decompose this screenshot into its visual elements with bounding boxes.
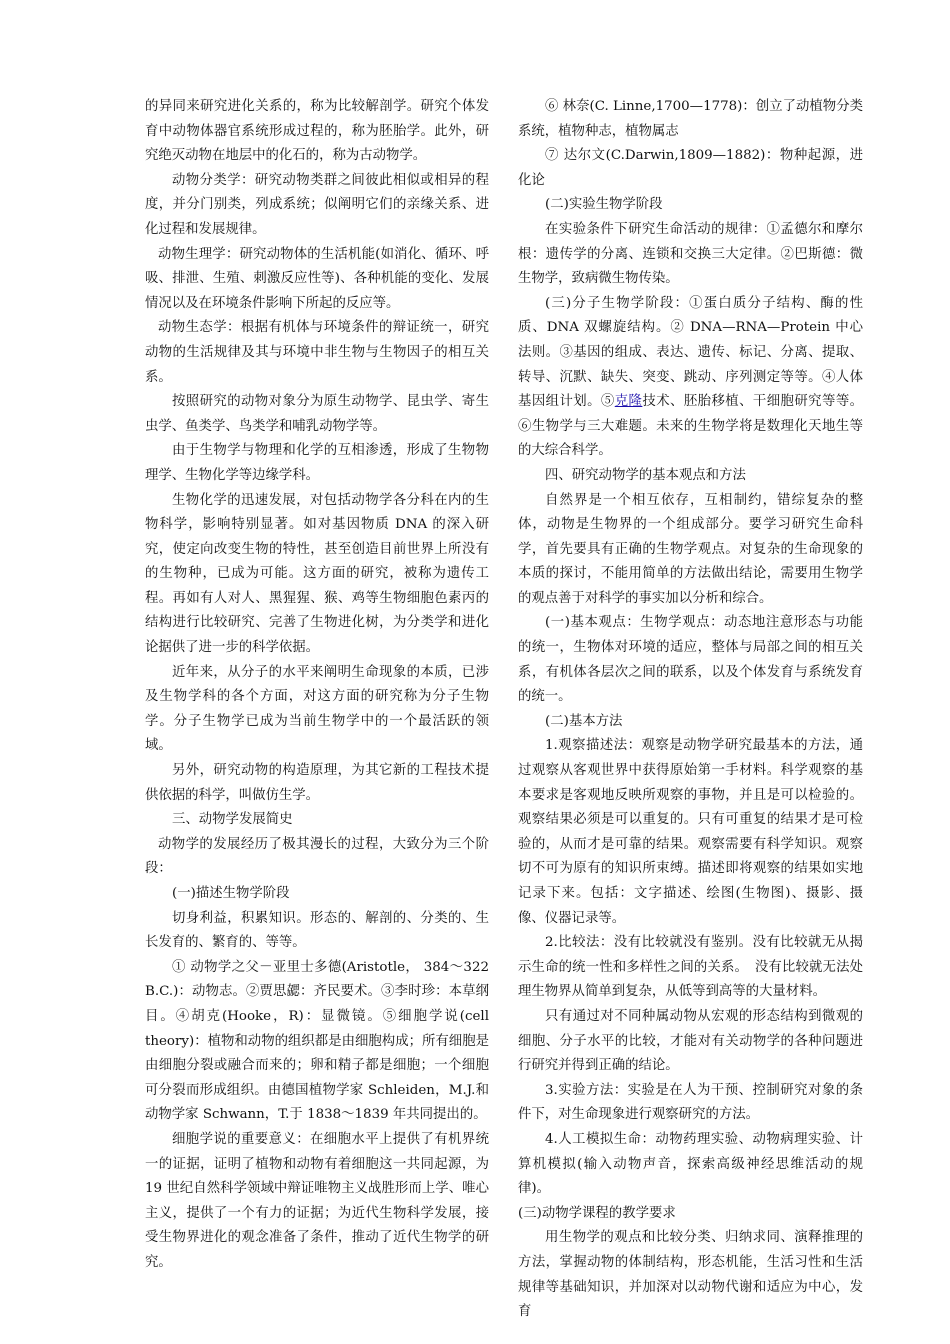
paragraph-text: 近年来，从分子的水平来阐明生命现象的本质，已涉及生物学科的各个方面，对这方面的研究称为分子生物学。分子生物学已成为当前生物学中的一个最活跃的领域。 [145,664,489,754]
paragraph [145,243,489,317]
paragraph-text: (一)描述生物学阶段 [172,886,290,901]
paragraph [518,218,863,292]
paragraph [145,1128,489,1276]
paragraph-text: (三)动物学课程的教学要求 [518,1205,676,1221]
paragraph-text: 动物生态学：根据有机体与环境条件的辩证统一，研究动物的生活规律及其与环境中非生物与生物因子的相互关系。 [145,320,489,385]
paragraph [145,833,489,882]
paragraph [145,907,489,956]
paragraph [145,489,489,661]
paragraph-text: 由于生物学与物理和化学的互相渗透，形成了生物物理学、生物化学等边缘学科。 [145,443,489,483]
paragraph [518,734,863,931]
paragraph-text: 3.实验方法：实验是在人为干预、控制研究对象的条件下，对生命现象进行观察研究的方法。 [518,1082,863,1123]
paragraph-text: 按照研究的动物对象分为原生动物学、昆虫学、寄生虫学、鱼类学、鸟类学和哺乳动物学等。 [145,394,489,434]
paragraph [145,808,489,833]
paragraph-text: 用生物学的观点和比较分类、归纳求同、演释推理的方法，掌握动物的体制结构，形态机能，生活习性和生活规律等基础知识，并加深对以动物代谢和适应为中心，发育 [518,1230,863,1320]
paragraph-text: 2.比较法：没有比较就没有鉴别。没有比较就无从揭示生命的统一性和多样性之间的关系。 没有比较就无法处理生物界从简单到复杂，从低等到高等的大量材料。 [518,935,863,1000]
paragraph-text: 切身利益，积累知识。形态的、解剖的、分类的、生长发育的、繁育的、等等。 [145,910,489,951]
paragraph [518,1005,863,1079]
paragraph [145,759,489,808]
paragraph-text: (二)基本方法 [545,713,623,729]
right-column [518,95,863,1325]
paragraph [518,931,863,1005]
paragraph-text: 四、研究动物学的基本观点和方法 [545,467,746,483]
paragraph-text: (三)分子生物学阶段：①蛋白质分子结构、酶的性质、DNA 双螺旋结构。② DNA—RNA—Protein 中心法则。③基因的组成、表达、遗传、标记、分离、提取、转导、沉默、缺失、突变、跳动、序列测定等等。④人体基因组计划。⑤ [518,295,863,410]
paragraph [145,95,489,169]
paragraph [145,316,489,390]
paragraph-text: ⑥ 林奈(C. Linne,1700—1778)：创立了动植物分类系统，植物种志，植物属志 [518,99,863,139]
paragraph [145,169,489,243]
paragraph-text: 1.观察描述法：观察是动物学研究最基本的方法，通过观察从客观世界中获得原始第一手材料。科学观察的基本要求是客观地反映所观察的事物，并且是可以检验的。观察结果必须是可以重复的。只有可重复的结果才是可检验的，从而才是可靠的结果。观察需要有科学知识。观察切不可为原有的知识所束缚。描述即将观察的结果如实地记录下来。包括：文字描述、绘图(生物图)、摄影、摄像、仪器记录等。 [518,738,863,926]
paragraph-text: 在实验条件下研究生命活动的规律：①孟德尔和摩尔根：遗传学的分离、连锁和交换三大定律。②巴斯德：微生物学，致病微生物传染。 [518,221,863,287]
paragraph [145,661,489,759]
paragraph [145,882,489,907]
paragraph [518,193,863,218]
paragraph [518,489,863,612]
paragraph [518,1226,863,1324]
paragraph [518,1128,863,1202]
paragraph [518,611,863,709]
paragraph-text: 三、动物学发展简史 [172,812,293,828]
paragraph [518,292,863,464]
paragraph [518,1079,863,1128]
paragraph-text: 4.人工模拟生命：动物药理实验、动物病理实验、计算机模拟(输入动物声音，探索高级神经思维活动的规律)。 [518,1131,863,1197]
paragraph-text: 只有通过对不同种属动物从宏观的形态结构到微观的细胞、分子水平的比较，才能对有关动物学的各种问题进行研究并得到正确的结论。 [518,1008,863,1074]
paragraph [518,464,863,489]
paragraph-text: 生物化学的迅速发展，对包括动物学各分科在内的生物科学，影响特别显著。如对基因物质 DNA 的深入研究，使定向改变生物的特性，甚至创造目前世界上所没有的生物种，已成为可能。这方面的研究，被称为遗传工程。再如有人对人、黑猩猩、猴、鸡等生物细胞色素丙的结构进行比较研究、完善了生物进化树，为分类学和进化论据供了进一步的科学依据。 [145,492,489,656]
paragraph [518,1202,863,1227]
paragraph-text: ⑦ 达尔文(C.Darwin,1809—1882)：物种起源，进化论 [518,148,863,188]
paragraph-text: (二)实验生物学阶段 [545,197,663,213]
paragraph [518,144,863,193]
paragraph [145,956,489,1128]
paragraph-text: 技术、胚胎移植、干细胞研究等等。⑥生物学与三大难题。未来的生物学将是数理化天地生等的大综合科学。 [518,394,864,459]
paragraph-text: 动物分类学：研究动物类群之间彼此相似或相异的程度，并分门别类，列成系统；似阐明它们的亲缘关系、进化过程和发展规律。 [145,172,489,237]
paragraph-text: 的异同来研究进化关系的，称为比较解剖学。研究个体发育中动物体器官系统形成过程的，称为胚胎学。此外，研究绝灭动物在地层中的化石的，称为古动物学。 [145,99,489,164]
paragraph [518,710,863,735]
paragraph-text: 细胞学说的重要意义：在细胞水平上提供了有机界统一的证据，证明了植物和动物有着细胞这一共同起源，为 19 世纪自然科学领域中辩证唯物主义战胜形而上学、唯心主义，提供了一个有力的证据；为近代生物科学发展，接受生物界进化的观念准备了条件，推动了近代生物学的研究。 [145,1131,489,1270]
paragraph-text: 自然界是一个相互依存，互相制约，错综复杂的整体，动物是生物界的一个组成部分。要学习研究生命科学，首先要具有正确的生物学观点。对复杂的生命现象的本质的探讨，不能用简单的方法做出结论，需要用生物学的观点善于对科学的事实加以分析和综合。 [518,492,863,606]
paragraph-text: ① 动物学之父－亚里士多德(Aristotle， 384～322 B.C.)：动物志。②贾思勰：齐民要术。③李时珍：本草纲目。④胡克(Hooke，R)：显微镜。⑤细胞学说(cell theory)：植物和动物的组织都是由细胞构成；所有细胞是由细胞分裂或融合而来的；卵和精子都是细胞；一个细胞可分裂而形成组织。由德国植物学家 Schleiden，M.J.和动物学家 Schwann，T.于 1838～1839 年共同提出的。 [145,959,489,1123]
paragraph [145,439,489,488]
paragraph [145,390,489,439]
paragraph [518,95,863,144]
inline-link[interactable]: 克隆 [614,394,643,410]
left-column [145,95,489,1276]
paragraph-text: 动物学的发展经历了极其漫长的过程，大致分为三个阶段： [145,836,489,877]
paragraph-text: (一)基本观点：生物学观点：动态地注意形态与功能的统一，生物体对环境的适应，整体与局部之间的相互关系，有机体各层次之间的联系，以及个体发育与系统发育的统一。 [518,615,863,705]
paragraph-text: 动物生理学：研究动物体的生活机能(如消化、循环、呼吸、排泄、生殖、刺激反应性等)、各种机能的变化、发展情况以及在环境条件影响下所起的反应等。 [145,246,489,311]
paragraph-text: 另外，研究动物的构造原理，为其它新的工程技术提供依据的科学，叫做仿生学。 [145,763,489,803]
